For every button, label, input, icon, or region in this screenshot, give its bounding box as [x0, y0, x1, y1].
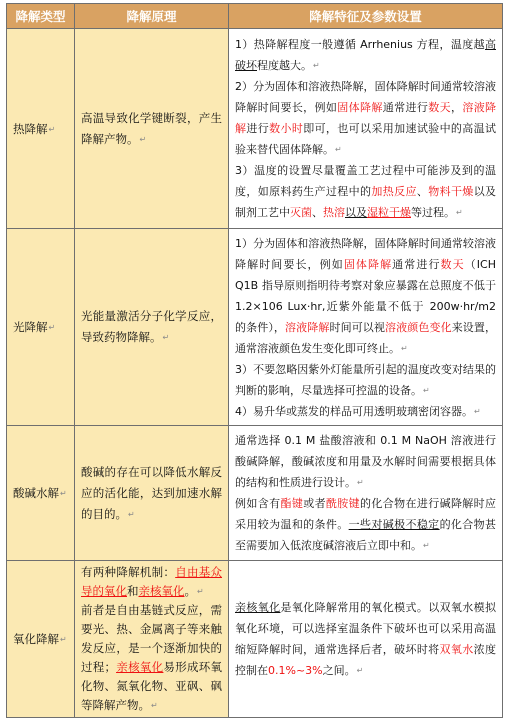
light-feature-1: 1）分为固体和溶液热降解，固体降解时间通常较溶液降解时间要长，例如固体降解通常进行数天（ICH Q1B 指导原则指明待考察对象应暴露在总照度不低于 1.2×106 Lux·hr,近紫外能量不低于 200w·hr/m2 的条件），溶液降解时间可以视溶液颜色变化来设置，通常溶液颜色发生变化即可终止。↵: [235, 236, 497, 355]
table-row-oxidation: [7, 561, 503, 718]
paragraph-mark-icon: ↵: [474, 406, 481, 416]
header-degradation-principle: 降解原理: [75, 4, 229, 29]
light-feature-3: 4）易升华或蒸发的样品可用透明玻璃密闭容器。↵: [235, 404, 481, 418]
type-label-heat: 热降解: [13, 121, 48, 136]
type-cell-oxidation: [7, 561, 75, 718]
paragraph-mark-icon: ↵: [128, 509, 135, 519]
table-row-heat: [7, 29, 503, 229]
table-row-light: [7, 229, 503, 426]
heat-feature-3: 3）温度的设置尽量覆盖工艺过程中可能涉及到的温度，如原料药生产过程中的加热反应、物料干燥以及制剂工艺中灭菌、热溶以及湿粒干燥等过程。↵: [235, 164, 497, 219]
paragraph-mark-icon: ↵: [423, 541, 430, 550]
principle-cell-oxidation: [75, 561, 229, 718]
paragraph-mark-icon: ↵: [162, 333, 170, 342]
principle-text-heat: 高温导致化学键断裂，产生降解产物。: [81, 110, 222, 146]
type-cell-heat: [7, 29, 75, 229]
acid-feature-1: 通常选择 0.1 M 盐酸溶液和 0.1 M NaOH 溶液进行酸碱降解，酸碱浓度和用量及水解时间需要根据具体的结构和性质进行设计。↵: [235, 434, 496, 489]
type-cell-light: [7, 229, 75, 426]
paragraph-mark-icon: ↵: [335, 145, 342, 154]
oxidation-principle-2: 前者是自由基链式反应，需要光、热、金属离子等来触发反应，是一个逐渐加快的过程；亲核氧化易形成环氧化物、氮氧化物、亚砜、砜等降解产物。↵: [81, 603, 223, 712]
principle-text-light: 光能量激活分子化学反应，导致药物降解。: [81, 309, 222, 344]
type-label-acid: 酸碱水解: [13, 486, 59, 500]
feature-cell-oxidation: [229, 561, 503, 718]
paragraph-mark-icon: ↵: [197, 587, 204, 596]
table-header-row: [7, 4, 503, 29]
paragraph-mark-icon: ↵: [151, 701, 158, 710]
header-degradation-type: 降解类型: [7, 4, 75, 29]
paragraph-mark-icon: ↵: [423, 385, 430, 395]
paragraph-mark-icon: ↵: [48, 323, 56, 332]
paragraph-mark-icon: ↵: [401, 343, 408, 353]
acid-feature-2: 例如含有酯键或者酰胺键的化合物在进行碱降解时应采用较为温和的条件。一些对碱极不稳定的化合物甚至需要加入低浓度碱溶液后立即中和。↵: [235, 497, 497, 552]
type-label-oxidation: 氧化降解: [13, 632, 59, 646]
feature-cell-light: [229, 229, 503, 426]
light-feature-2: 3）不要忽略因紫外灯能量所引起的温度改变对结果的判断的影响，尽量选择可控温的设备。↵: [235, 362, 496, 397]
paragraph-mark-icon: ↵: [456, 208, 463, 217]
feature-cell-heat: [229, 29, 503, 229]
feature-cell-acid: [229, 426, 503, 561]
paragraph-mark-icon: ↵: [313, 61, 320, 70]
paragraph-mark-icon: ↵: [357, 478, 364, 487]
principle-cell-acid: [75, 426, 229, 561]
header-features-parameters: 降解特征及参数设置: [229, 4, 503, 29]
heat-feature-1: 1）热降解程度一般遵循 Arrhenius 方程，温度越高破坏程度越大。↵: [235, 38, 496, 72]
heat-feature-2: 2）分为固体和溶液热降解，固体降解时间通常较溶液降解时间要长，例如固体降解通常进行数天，溶液降解进行数小时即可，也可以采用加速试验中的高温试验来替代固体降解。↵: [235, 80, 497, 156]
oxidation-principle-1: 有两种降解机制：自由基众导的氧化和亲核氧化。↵: [81, 565, 223, 598]
type-cell-acid: [7, 426, 75, 561]
paragraph-mark-icon: ↵: [48, 124, 56, 134]
type-label-light: 光降解: [13, 320, 48, 334]
paragraph-mark-icon: ↵: [60, 489, 67, 498]
principle-cell-heat: [75, 29, 229, 229]
paragraph-mark-icon: ↵: [356, 666, 364, 675]
principle-text-acid: 酸碱的存在可以降低水解反应的活化能，达到加速水解的目的。: [81, 464, 222, 521]
degradation-table: [6, 3, 503, 718]
paragraph-mark-icon: ↵: [139, 134, 147, 144]
paragraph-mark-icon: ↵: [60, 635, 67, 644]
table-row-acid: [7, 426, 503, 561]
oxidation-feature-1: 亲核氧化是氧化降解常用的氧化模式。以双氧水模拟氧化环境，可以选择室温条件下破坏也可以采用高温缩短降解时间，通常选择后者，破坏时将双氧水浓度控制在0.1%~3%之间。↵: [235, 601, 497, 677]
principle-cell-light: [75, 229, 229, 426]
